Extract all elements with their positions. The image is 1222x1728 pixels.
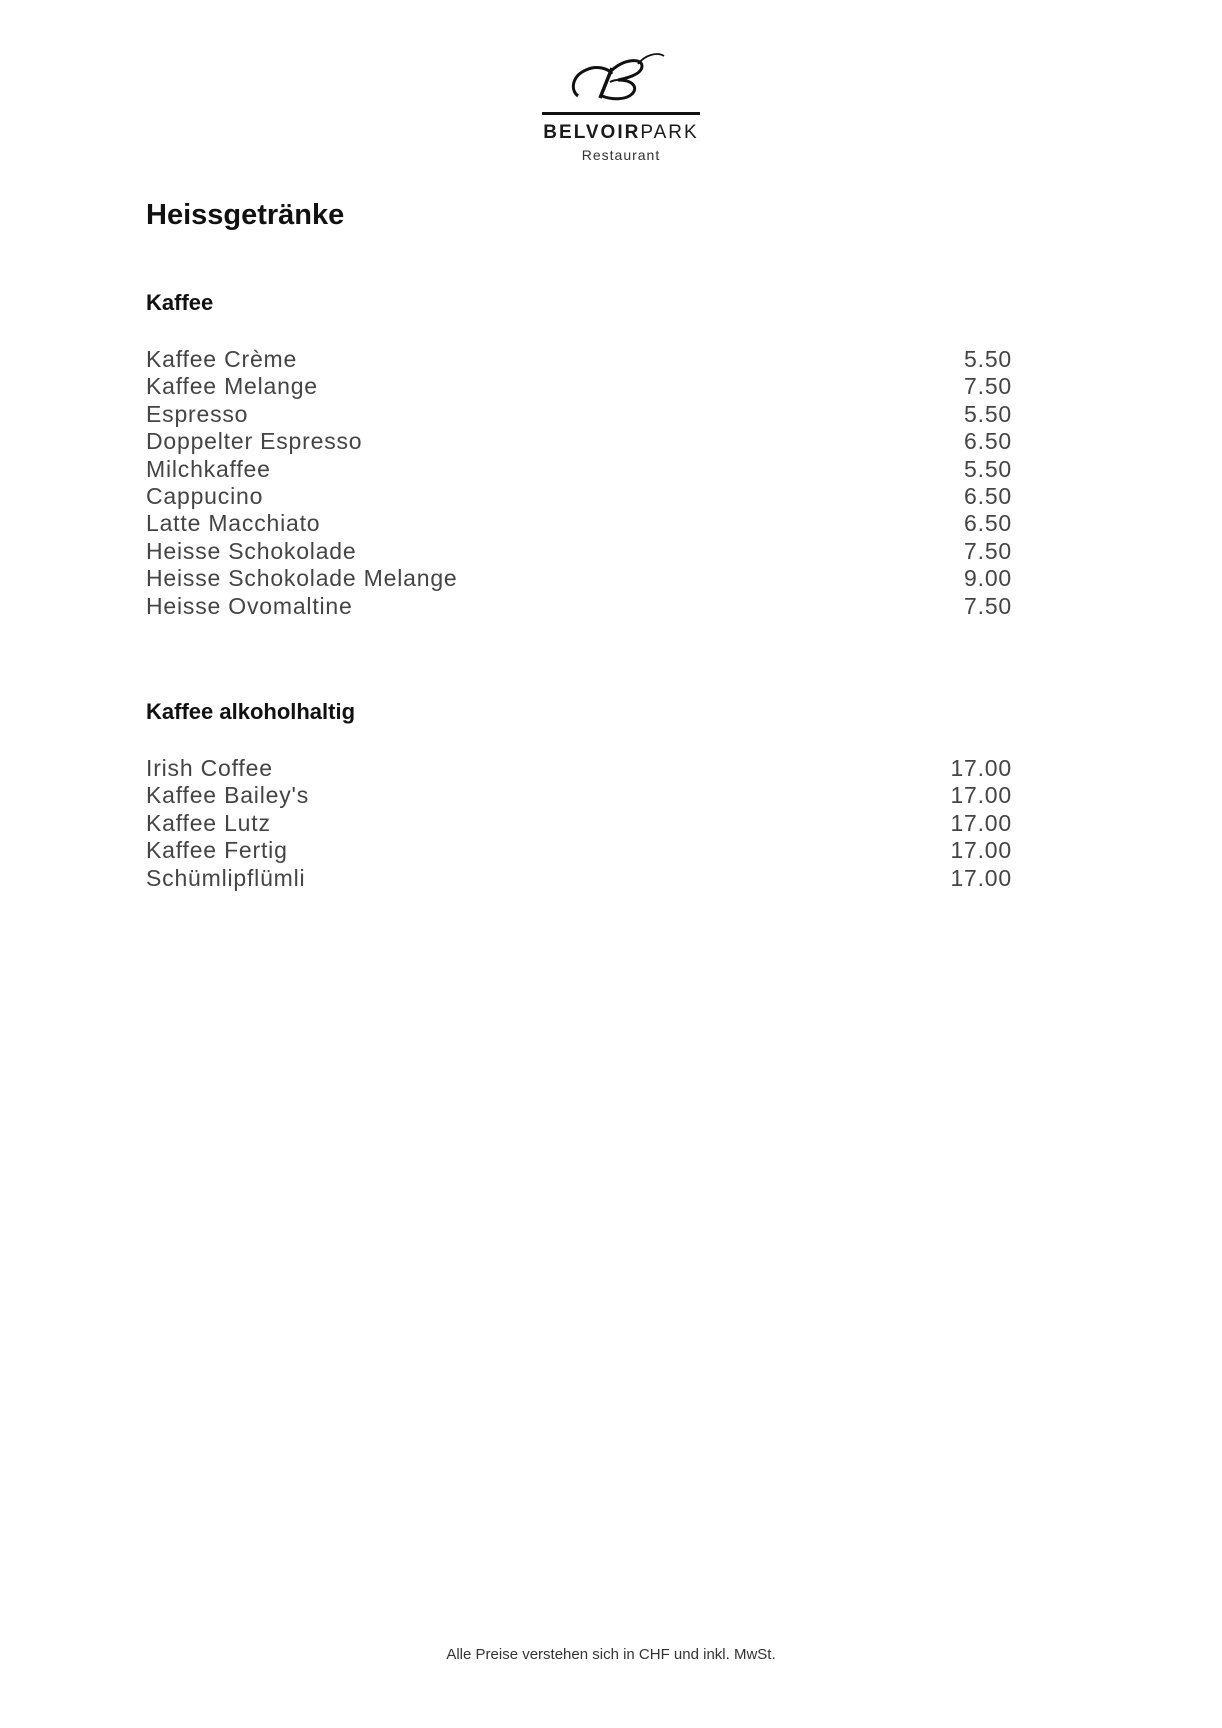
menu-item <box>146 782 1012 809</box>
section-title: Kaffee alkoholhaltig <box>146 699 356 724</box>
item-name: Heisse Ovomaltine <box>146 592 353 619</box>
item-price: 17.00 <box>950 782 1012 809</box>
menu-section-kaffee-alkoholhaltig <box>146 695 1012 892</box>
item-price: 7.50 <box>964 592 1012 619</box>
item-name: Kaffee Fertig <box>146 837 288 864</box>
item-price: 6.50 <box>964 482 1012 509</box>
logo <box>542 50 700 165</box>
page-title: Heissgetränke <box>146 199 345 231</box>
item-price: 9.00 <box>964 565 1012 592</box>
item-name: Cappucino <box>146 482 264 509</box>
price-footnote: Alle Preise verstehen sich in CHF und inkl. MwSt. <box>446 1646 776 1663</box>
logo-brand-bold: BELVOIR <box>543 122 641 143</box>
menu-item <box>146 510 1012 537</box>
menu-section-kaffee <box>146 286 1012 620</box>
item-price: 17.00 <box>950 864 1012 891</box>
item-name: Doppelter Espresso <box>146 428 363 455</box>
logo-subtitle: Restaurant <box>581 147 661 163</box>
item-price: 17.00 <box>950 837 1012 864</box>
menu-item <box>146 483 1012 510</box>
item-price: 17.00 <box>950 755 1012 781</box>
section-title: Kaffee <box>146 290 214 315</box>
item-price: 6.50 <box>964 510 1012 537</box>
logo-divider <box>542 112 700 116</box>
item-price: 7.50 <box>964 537 1012 564</box>
menu-item <box>146 538 1012 565</box>
item-price: 5.50 <box>964 346 1012 372</box>
menu-item <box>146 456 1012 483</box>
item-name: Schümlipflümli <box>146 864 306 891</box>
item-price: 5.50 <box>964 400 1012 427</box>
menu-item <box>146 810 1012 837</box>
menu-item <box>146 565 1012 592</box>
item-name: Heisse Schokolade <box>146 537 357 564</box>
item-name: Kaffee Crème <box>146 346 298 372</box>
menu-item <box>146 837 1012 864</box>
menu-item <box>146 428 1012 455</box>
item-price: 7.50 <box>964 373 1012 400</box>
logo-brand-light: PARK <box>640 122 699 143</box>
item-price: 17.00 <box>950 809 1012 836</box>
item-price: 5.50 <box>964 455 1012 482</box>
item-name: Kaffee Lutz <box>146 809 271 836</box>
menu-item <box>146 593 1012 620</box>
item-name: Milchkaffee <box>146 455 271 482</box>
belvoir-monogram-icon <box>542 50 700 110</box>
menu-item <box>146 755 1012 782</box>
item-price: 6.50 <box>964 428 1012 455</box>
menu-item <box>146 373 1012 400</box>
item-name: Kaffee Bailey's <box>146 782 310 809</box>
logo-brand <box>542 122 700 144</box>
item-name: Kaffee Melange <box>146 373 318 400</box>
item-name: Latte Macchiato <box>146 510 321 537</box>
menu-item <box>146 401 1012 428</box>
menu-item <box>146 865 1012 892</box>
item-name: Irish Coffee <box>146 755 273 781</box>
item-name: Heisse Schokolade Melange <box>146 565 458 592</box>
item-name: Espresso <box>146 400 249 427</box>
menu-item <box>146 346 1012 373</box>
